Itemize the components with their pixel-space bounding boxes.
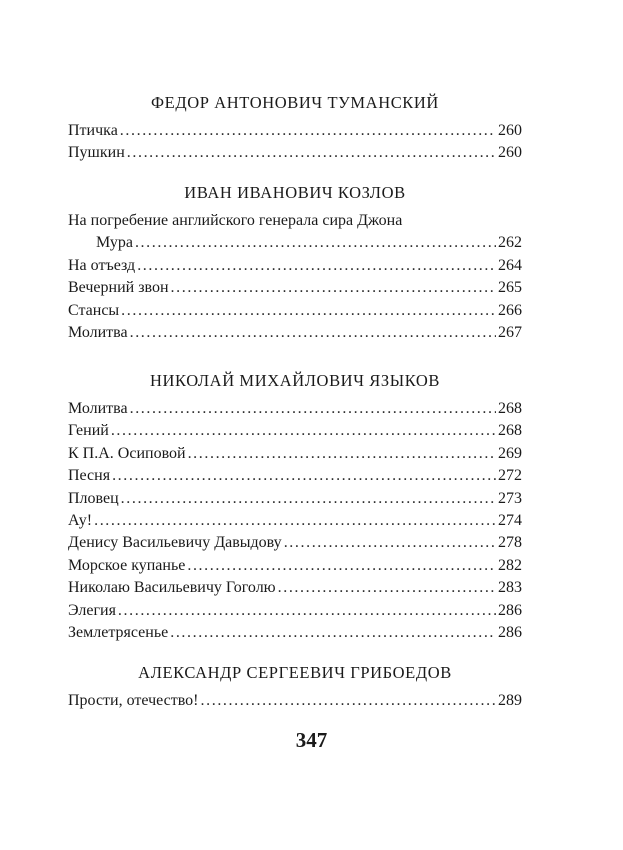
entry-page: 260 [498,144,522,162]
dot-leader [118,600,496,622]
toc-entries [68,690,522,712]
toc-entry [68,420,522,442]
entry-page: 286 [498,601,522,619]
dot-leader [127,142,496,164]
dot-leader [171,277,496,299]
dot-leader [284,532,496,554]
entry-page: 283 [498,579,522,597]
entry-page: 268 [498,400,522,417]
entry-title-line: На погребение английского генерала сира Джона [68,212,403,229]
entry-page: 267 [498,323,522,341]
entry-title: Землетрясенье [68,623,169,641]
toc-entry [68,622,522,644]
dot-leader [112,465,496,487]
dot-leader [201,690,496,712]
entry-title: Денису Васильевичу Давыдову [68,534,282,552]
page-number: 347 [295,728,328,752]
dot-leader [120,120,496,142]
toc-entry [68,690,522,712]
dot-leader [130,398,496,420]
dot-leader [188,443,496,465]
toc-section-kozlov [68,182,522,356]
entry-title: Элегия [68,601,116,619]
entry-title: Молитва [68,400,128,417]
dot-leader [137,255,496,277]
dot-leader [130,322,496,344]
entry-title: Вечерний звон [68,279,169,297]
dot-leader [170,622,496,644]
entry-title: На отъезд [68,256,136,274]
toc-entry [68,510,522,532]
entry-title: К П.А. Осиповой [68,444,186,462]
toc-entry [68,488,522,510]
entry-title: Пушкин [68,144,125,162]
entry-title: Пловец [68,489,119,507]
entry-title: Николаю Васильевичу Гоголю [68,579,276,597]
entry-title: Гений [68,422,109,440]
toc-entry [68,322,522,344]
toc-entries [68,120,522,165]
entry-page: 274 [498,511,522,529]
entry-title: Прости, отечество! [68,692,199,709]
entry-page: 260 [498,122,522,139]
entry-page: 272 [498,467,522,485]
entry-page: 264 [498,256,522,274]
entry-title: Морское купанье [68,556,186,574]
toc-entry [68,555,522,577]
toc-entry [68,232,522,254]
toc-entry [68,465,522,487]
toc-entry [68,577,522,599]
entry-page: 268 [498,422,522,440]
entry-page: 273 [498,489,522,507]
entry-title: Молитва [68,323,128,341]
toc-entry [68,142,522,164]
author-heading: ФЕДОР АНТОНОВИЧ ТУМАНСКИЙ [151,93,439,112]
entry-title: Ау! [68,511,93,529]
toc-entries [68,210,522,344]
entry-page: 289 [498,692,522,709]
dot-leader [111,420,496,442]
toc-entry [68,443,522,465]
dot-leader [187,555,496,577]
author-heading: ИВАН ИВАНОВИЧ КОЗЛОВ [184,183,406,202]
toc-entry [68,300,522,322]
entry-title: Стансы [68,301,120,319]
entry-page: 265 [498,279,522,297]
entry-page: 278 [498,534,522,552]
toc-section-yazykov [68,370,522,656]
dot-leader [135,232,496,254]
toc-entries [68,398,522,644]
entry-title: Мура [96,234,133,252]
entry-title: Птичка [68,122,118,139]
entry-page: 269 [498,444,522,462]
dot-leader [94,510,496,532]
entry-page: 262 [498,234,522,252]
entry-page: 266 [498,301,522,319]
dot-leader [121,300,496,322]
toc-entry [68,277,522,299]
entry-title: Песня [68,467,111,485]
toc-entry [68,255,522,277]
entry-page: 282 [498,556,522,574]
dot-leader [121,488,496,510]
toc-section-tumansky [68,92,522,177]
toc-entry [68,600,522,622]
entry-page: 286 [498,623,522,641]
author-heading: НИКОЛАЙ МИХАЙЛОВИЧ ЯЗЫКОВ [149,371,441,390]
author-heading: АЛЕКСАНДР СЕРГЕЕВИЧ ГРИБОЕДОВ [138,663,452,682]
toc-entry [68,398,522,420]
dot-leader [278,577,496,599]
toc-entry [68,120,522,142]
toc-entry [68,532,522,554]
toc-section-griboedov [68,662,522,724]
